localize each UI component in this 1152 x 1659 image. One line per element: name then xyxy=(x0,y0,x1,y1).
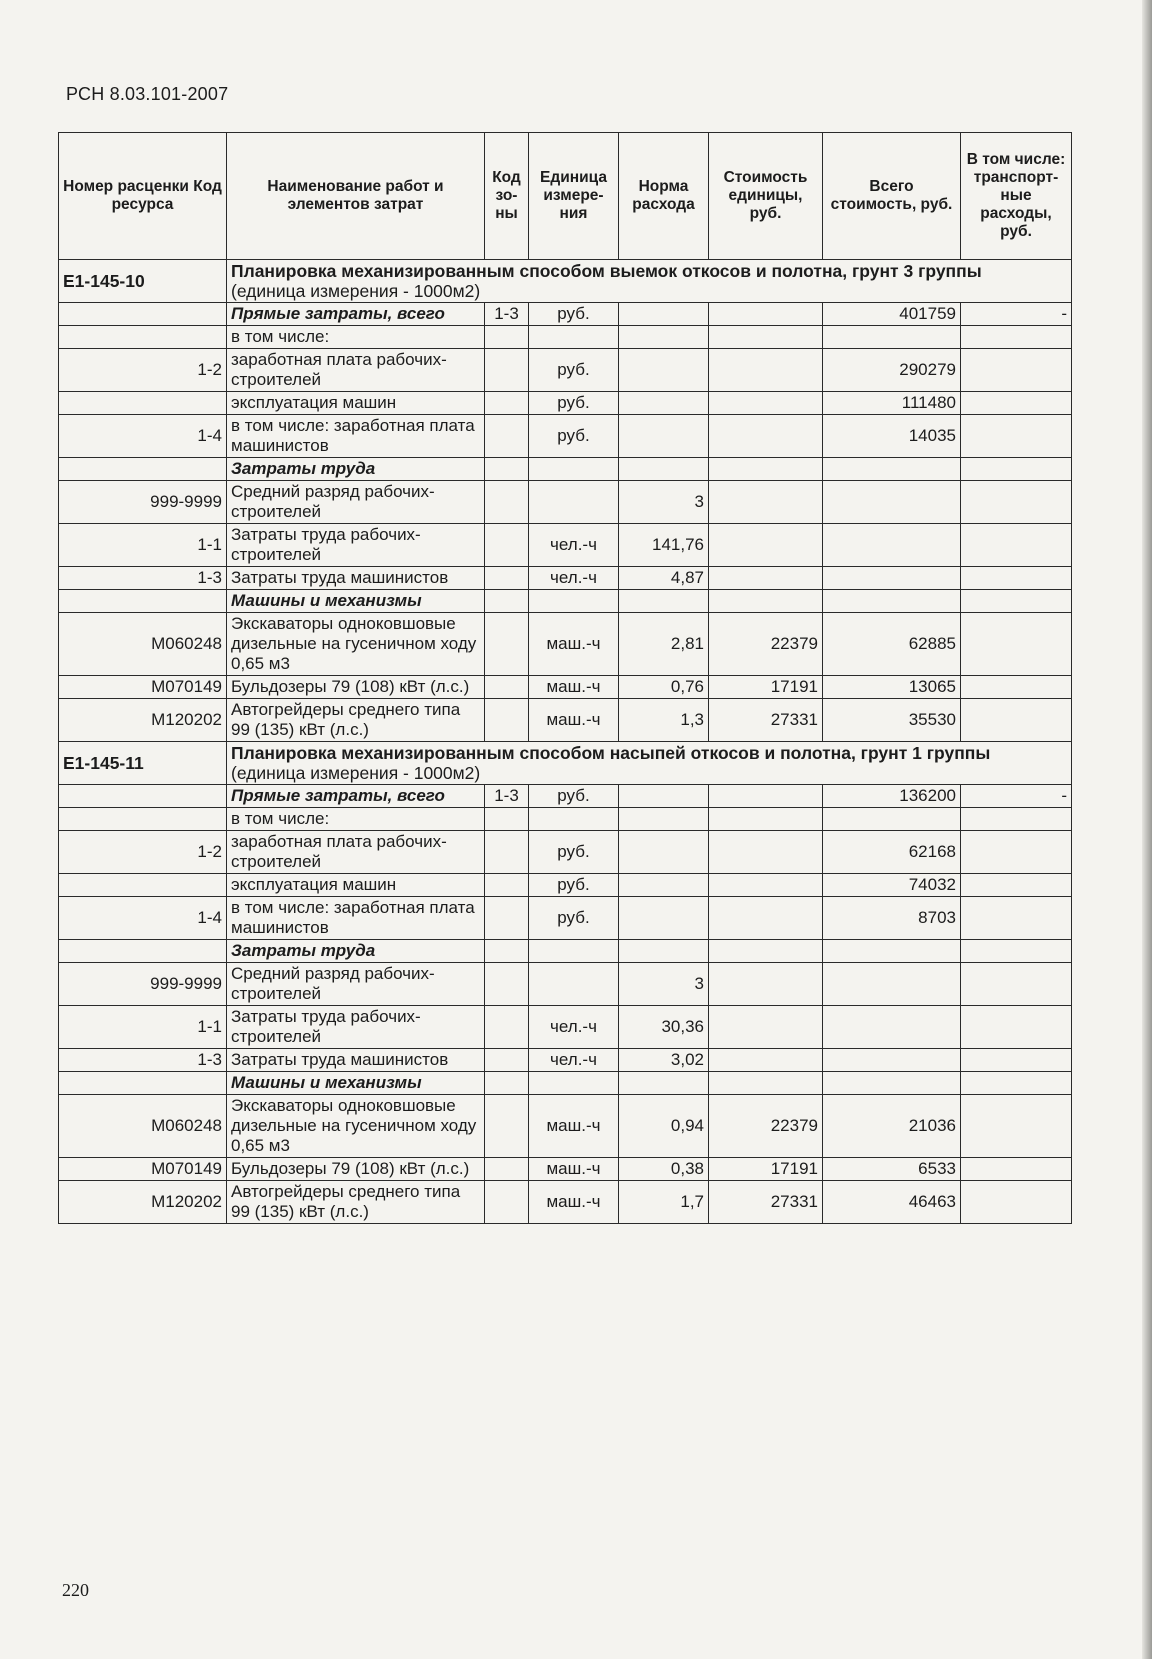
cell-unit-cost xyxy=(709,524,823,567)
cell-code xyxy=(59,458,227,481)
cell-unit xyxy=(529,326,619,349)
cell-transport xyxy=(961,808,1072,831)
cell-norm xyxy=(619,874,709,897)
cell-zone xyxy=(485,1181,529,1224)
cell-unit: маш.-ч xyxy=(529,676,619,699)
cell-norm: 2,81 xyxy=(619,613,709,676)
table-row xyxy=(59,831,1072,874)
table-row xyxy=(59,524,1072,567)
cell-total xyxy=(823,524,961,567)
cell-norm: 0,94 xyxy=(619,1095,709,1158)
cell-unit-cost xyxy=(709,831,823,874)
cell-total: 8703 xyxy=(823,897,961,940)
cell-transport xyxy=(961,831,1072,874)
header-zone: Код зо-ны xyxy=(485,133,529,260)
cell-norm xyxy=(619,303,709,326)
cell-norm xyxy=(619,808,709,831)
cell-name: Экскаваторы одноковшовые дизельные на гусеничном ходу 0,65 м3 xyxy=(227,1095,485,1158)
cell-transport xyxy=(961,613,1072,676)
cell-transport xyxy=(961,524,1072,567)
cell-total xyxy=(823,567,961,590)
cell-code: 1-4 xyxy=(59,897,227,940)
cell-unit-cost xyxy=(709,940,823,963)
cell-transport xyxy=(961,326,1072,349)
cell-code: 1-3 xyxy=(59,567,227,590)
cell-name: Затраты труда xyxy=(227,458,485,481)
cell-zone xyxy=(485,831,529,874)
cell-unit: руб. xyxy=(529,392,619,415)
cell-code: 1-1 xyxy=(59,1006,227,1049)
cell-unit: маш.-ч xyxy=(529,1158,619,1181)
document-code: РСН 8.03.101-2007 xyxy=(66,84,229,104)
cell-unit-cost xyxy=(709,785,823,808)
cell-unit-cost xyxy=(709,349,823,392)
cell-name: Бульдозеры 79 (108) кВт (л.с.) xyxy=(227,676,485,699)
cell-code: М120202 xyxy=(59,699,227,742)
cell-transport xyxy=(961,1049,1072,1072)
cell-transport xyxy=(961,392,1072,415)
cell-code xyxy=(59,326,227,349)
cell-zone xyxy=(485,458,529,481)
cell-zone xyxy=(485,481,529,524)
cell-unit-cost xyxy=(709,567,823,590)
rate-code: Е1-145-11 xyxy=(59,742,227,785)
cell-zone xyxy=(485,1095,529,1158)
table-header-row xyxy=(59,133,1072,260)
table-row xyxy=(59,808,1072,831)
cell-zone xyxy=(485,524,529,567)
cell-total: 14035 xyxy=(823,415,961,458)
cell-norm xyxy=(619,831,709,874)
cell-unit-cost xyxy=(709,1072,823,1095)
table-row xyxy=(59,699,1072,742)
cell-zone xyxy=(485,940,529,963)
table-row xyxy=(59,481,1072,524)
cell-transport xyxy=(961,481,1072,524)
cell-zone: 1-3 xyxy=(485,303,529,326)
cell-zone xyxy=(485,415,529,458)
cell-total: 401759 xyxy=(823,303,961,326)
cell-name: Затраты труда рабочих-строителей xyxy=(227,1006,485,1049)
cell-unit: чел.-ч xyxy=(529,1049,619,1072)
cell-unit-cost: 17191 xyxy=(709,676,823,699)
cell-name: Бульдозеры 79 (108) кВт (л.с.) xyxy=(227,1158,485,1181)
cell-norm xyxy=(619,326,709,349)
cell-unit-cost xyxy=(709,590,823,613)
cell-norm: 30,36 xyxy=(619,1006,709,1049)
cell-zone xyxy=(485,699,529,742)
table-row xyxy=(59,349,1072,392)
cell-unit: руб. xyxy=(529,874,619,897)
cell-unit: руб. xyxy=(529,415,619,458)
rate-code: Е1-145-10 xyxy=(59,260,227,303)
cell-total: 111480 xyxy=(823,392,961,415)
cell-unit-cost: 27331 xyxy=(709,1181,823,1224)
cell-name: эксплуатация машин xyxy=(227,392,485,415)
cell-total xyxy=(823,590,961,613)
cell-norm: 141,76 xyxy=(619,524,709,567)
cell-unit: маш.-ч xyxy=(529,1181,619,1224)
cell-name: заработная плата рабочих-строителей xyxy=(227,831,485,874)
cell-unit-cost xyxy=(709,1049,823,1072)
cell-unit-cost xyxy=(709,808,823,831)
table-row xyxy=(59,785,1072,808)
cell-unit: руб. xyxy=(529,303,619,326)
cell-total xyxy=(823,1006,961,1049)
table-row xyxy=(59,613,1072,676)
cell-norm: 3 xyxy=(619,963,709,1006)
group-row xyxy=(59,1072,1072,1095)
header-norm: Норма расхода xyxy=(619,133,709,260)
cell-unit: чел.-ч xyxy=(529,524,619,567)
section-title xyxy=(227,742,1072,785)
cell-norm xyxy=(619,1072,709,1095)
header-code: Номер расценки Код ресурса xyxy=(59,133,227,260)
cell-norm: 3 xyxy=(619,481,709,524)
header-transport: В том числе: транспорт-ные расходы, руб. xyxy=(961,133,1072,260)
cell-code: М070149 xyxy=(59,676,227,699)
cell-code xyxy=(59,808,227,831)
cell-transport xyxy=(961,1095,1072,1158)
cell-transport xyxy=(961,676,1072,699)
cell-zone xyxy=(485,613,529,676)
cell-name: Автогрейдеры среднего типа 99 (135) кВт (л.с.) xyxy=(227,1181,485,1224)
cell-zone xyxy=(485,874,529,897)
cell-unit-cost xyxy=(709,897,823,940)
cell-name: Машины и механизмы xyxy=(227,590,485,613)
header-total: Всего стоимость, руб. xyxy=(823,133,961,260)
cell-name: Затраты труда машинистов xyxy=(227,567,485,590)
cell-transport xyxy=(961,1006,1072,1049)
cell-name: Затраты труда машинистов xyxy=(227,1049,485,1072)
cell-code: М060248 xyxy=(59,1095,227,1158)
cell-norm: 4,87 xyxy=(619,567,709,590)
table-row xyxy=(59,1158,1072,1181)
cell-transport: - xyxy=(961,303,1072,326)
cell-name: в том числе: заработная плата машинистов xyxy=(227,897,485,940)
cell-code: 1-3 xyxy=(59,1049,227,1072)
cell-zone: 1-3 xyxy=(485,785,529,808)
section-title-row xyxy=(59,742,1072,785)
cell-transport xyxy=(961,874,1072,897)
cell-zone xyxy=(485,349,529,392)
page-edge-shadow xyxy=(1142,0,1152,1659)
group-row xyxy=(59,458,1072,481)
cell-total xyxy=(823,808,961,831)
cell-name: Автогрейдеры среднего типа 99 (135) кВт (л.с.) xyxy=(227,699,485,742)
cell-unit-cost: 17191 xyxy=(709,1158,823,1181)
cell-name: в том числе: xyxy=(227,808,485,831)
cell-transport xyxy=(961,415,1072,458)
cell-unit-cost xyxy=(709,303,823,326)
cell-unit: маш.-ч xyxy=(529,699,619,742)
cell-unit-cost xyxy=(709,392,823,415)
section-title-text: Планировка механизированным способом насыпей откосов и полотна, грунт 1 группы xyxy=(231,743,991,763)
cell-unit-cost: 22379 xyxy=(709,1095,823,1158)
cell-code: 999-9999 xyxy=(59,963,227,1006)
cell-total: 46463 xyxy=(823,1181,961,1224)
cell-code: 1-2 xyxy=(59,831,227,874)
cell-zone xyxy=(485,1049,529,1072)
section-title-row xyxy=(59,260,1072,303)
section-title-text: Планировка механизированным способом выемок откосов и полотна, грунт 3 группы xyxy=(231,261,982,281)
cell-norm: 1,3 xyxy=(619,699,709,742)
cell-norm: 0,76 xyxy=(619,676,709,699)
cell-name: Прямые затраты, всего xyxy=(227,785,485,808)
cell-norm xyxy=(619,897,709,940)
table-row xyxy=(59,392,1072,415)
cell-code: 999-9999 xyxy=(59,481,227,524)
cell-total: 35530 xyxy=(823,699,961,742)
cell-code: М070149 xyxy=(59,1158,227,1181)
header-name: Наименование работ и элементов затрат xyxy=(227,133,485,260)
cell-name: в том числе: xyxy=(227,326,485,349)
cell-transport xyxy=(961,897,1072,940)
cell-unit-cost xyxy=(709,326,823,349)
cell-zone xyxy=(485,963,529,1006)
cell-total: 21036 xyxy=(823,1095,961,1158)
cell-total xyxy=(823,326,961,349)
cell-unit xyxy=(529,1072,619,1095)
cell-total: 6533 xyxy=(823,1158,961,1181)
cell-code: 1-4 xyxy=(59,415,227,458)
header-unit: Единица измере-ния xyxy=(529,133,619,260)
cell-name: Прямые затраты, всего xyxy=(227,303,485,326)
cell-unit xyxy=(529,458,619,481)
cell-code: 1-2 xyxy=(59,349,227,392)
cell-unit-cost: 27331 xyxy=(709,699,823,742)
cell-code: 1-1 xyxy=(59,524,227,567)
cell-code xyxy=(59,874,227,897)
section-unit-note: (единица измерения - 1000м2) xyxy=(231,763,481,783)
cell-zone xyxy=(485,326,529,349)
cell-zone xyxy=(485,1072,529,1095)
cell-unit: чел.-ч xyxy=(529,1006,619,1049)
cell-norm xyxy=(619,392,709,415)
table-row xyxy=(59,326,1072,349)
page-number: 220 xyxy=(62,1580,89,1600)
table-row xyxy=(59,874,1072,897)
cell-code xyxy=(59,590,227,613)
cell-norm xyxy=(619,785,709,808)
cell-total: 13065 xyxy=(823,676,961,699)
cell-total xyxy=(823,458,961,481)
table-row xyxy=(59,567,1072,590)
cell-zone xyxy=(485,392,529,415)
cell-norm xyxy=(619,415,709,458)
cell-name: Средний разряд рабочих-строителей xyxy=(227,481,485,524)
cell-zone xyxy=(485,808,529,831)
table-row xyxy=(59,676,1072,699)
cell-unit xyxy=(529,940,619,963)
cell-name: эксплуатация машин xyxy=(227,874,485,897)
cell-unit: руб. xyxy=(529,785,619,808)
table-row xyxy=(59,897,1072,940)
cell-name: Затраты труда xyxy=(227,940,485,963)
cell-transport xyxy=(961,963,1072,1006)
header-unit-cost: Стоимость единицы, руб. xyxy=(709,133,823,260)
cell-total xyxy=(823,963,961,1006)
cell-code xyxy=(59,785,227,808)
cell-name: Затраты труда рабочих-строителей xyxy=(227,524,485,567)
cell-unit: руб. xyxy=(529,349,619,392)
cell-name: Экскаваторы одноковшовые дизельные на гусеничном ходу 0,65 м3 xyxy=(227,613,485,676)
cell-transport xyxy=(961,1181,1072,1224)
cell-norm: 3,02 xyxy=(619,1049,709,1072)
cell-zone xyxy=(485,567,529,590)
cell-norm xyxy=(619,940,709,963)
cell-unit xyxy=(529,590,619,613)
cell-unit-cost xyxy=(709,874,823,897)
cell-transport xyxy=(961,1072,1072,1095)
cell-unit: руб. xyxy=(529,831,619,874)
cell-unit-cost xyxy=(709,481,823,524)
cell-unit-cost: 22379 xyxy=(709,613,823,676)
cell-transport xyxy=(961,1158,1072,1181)
cell-unit-cost xyxy=(709,1006,823,1049)
table-row xyxy=(59,1049,1072,1072)
cell-name: Машины и механизмы xyxy=(227,1072,485,1095)
cell-unit-cost xyxy=(709,458,823,481)
group-row xyxy=(59,940,1072,963)
cell-total xyxy=(823,940,961,963)
resource-table xyxy=(58,132,1072,1224)
cell-transport: - xyxy=(961,785,1072,808)
cell-unit: маш.-ч xyxy=(529,1095,619,1158)
cell-zone xyxy=(485,590,529,613)
cell-transport xyxy=(961,458,1072,481)
cell-norm xyxy=(619,349,709,392)
cell-unit xyxy=(529,481,619,524)
section-title xyxy=(227,260,1072,303)
cell-norm: 0,38 xyxy=(619,1158,709,1181)
section-unit-note: (единица измерения - 1000м2) xyxy=(231,281,481,301)
cell-total: 136200 xyxy=(823,785,961,808)
cell-total: 62168 xyxy=(823,831,961,874)
table-row xyxy=(59,963,1072,1006)
cell-transport xyxy=(961,940,1072,963)
table-row xyxy=(59,1006,1072,1049)
cell-unit: маш.-ч xyxy=(529,613,619,676)
cell-code xyxy=(59,1072,227,1095)
cell-zone xyxy=(485,1158,529,1181)
cell-zone xyxy=(485,1006,529,1049)
cell-code xyxy=(59,392,227,415)
cell-unit: руб. xyxy=(529,897,619,940)
cell-code xyxy=(59,303,227,326)
table-row xyxy=(59,415,1072,458)
cell-unit xyxy=(529,808,619,831)
cell-total: 290279 xyxy=(823,349,961,392)
cell-unit-cost xyxy=(709,415,823,458)
cell-transport xyxy=(961,590,1072,613)
table-row xyxy=(59,303,1072,326)
cell-total xyxy=(823,1049,961,1072)
cell-unit-cost xyxy=(709,963,823,1006)
cell-total xyxy=(823,1072,961,1095)
cell-transport xyxy=(961,567,1072,590)
table-row xyxy=(59,1095,1072,1158)
cell-unit: чел.-ч xyxy=(529,567,619,590)
cell-transport xyxy=(961,699,1072,742)
cell-total: 74032 xyxy=(823,874,961,897)
table-row xyxy=(59,1181,1072,1224)
cell-name: Средний разряд рабочих-строителей xyxy=(227,963,485,1006)
cell-total xyxy=(823,481,961,524)
cell-unit xyxy=(529,963,619,1006)
table-body xyxy=(59,260,1072,1224)
cell-name: в том числе: заработная плата машинистов xyxy=(227,415,485,458)
cell-norm xyxy=(619,458,709,481)
cell-norm xyxy=(619,590,709,613)
cell-zone xyxy=(485,897,529,940)
cell-code: М060248 xyxy=(59,613,227,676)
cell-name: заработная плата рабочих-строителей xyxy=(227,349,485,392)
cell-zone xyxy=(485,676,529,699)
group-row xyxy=(59,590,1072,613)
cell-total: 62885 xyxy=(823,613,961,676)
cell-norm: 1,7 xyxy=(619,1181,709,1224)
cell-code xyxy=(59,940,227,963)
cell-code: М120202 xyxy=(59,1181,227,1224)
cell-transport xyxy=(961,349,1072,392)
